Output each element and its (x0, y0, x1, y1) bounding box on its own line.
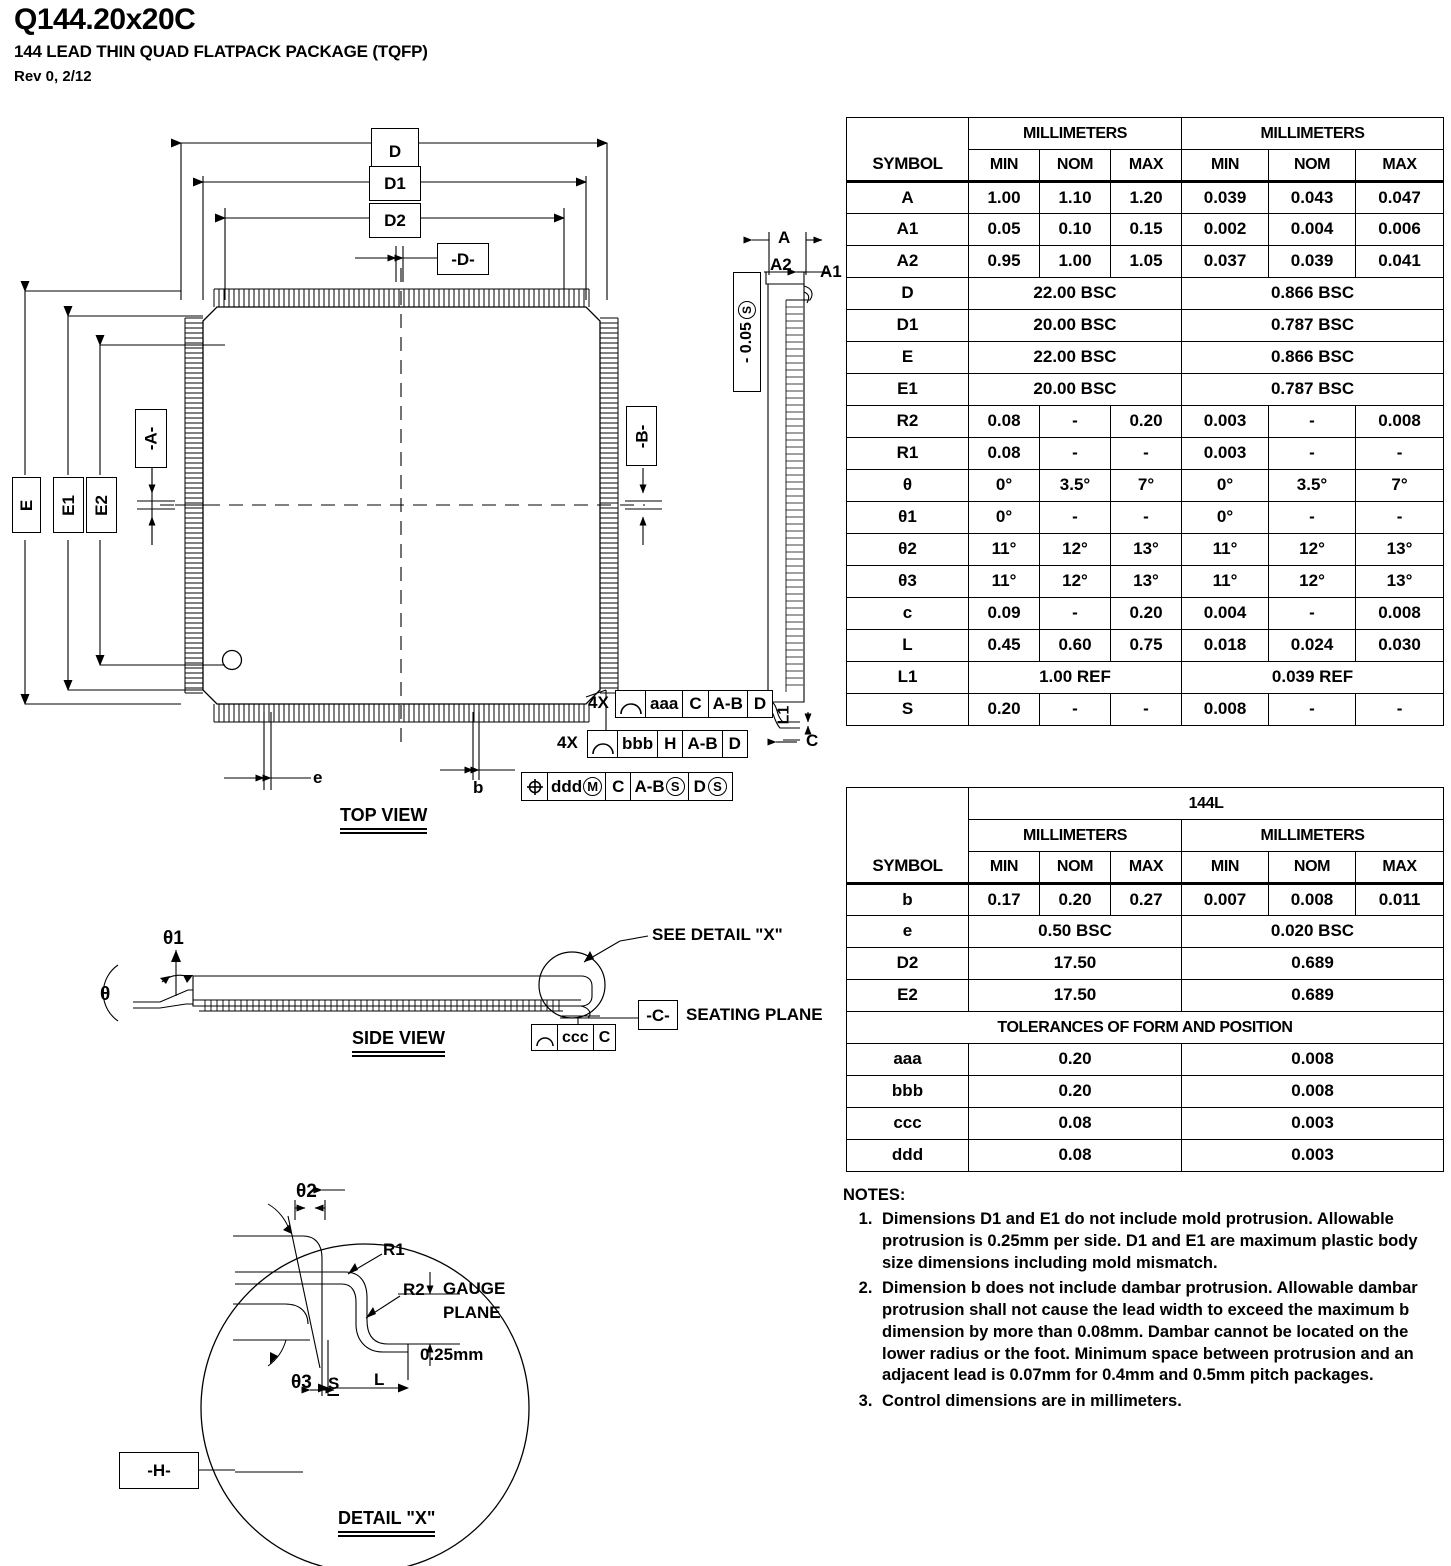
row-value-4: - (1269, 598, 1356, 630)
row-value-0: 0.05 (969, 214, 1040, 246)
row-value-3: 11° (1182, 534, 1269, 566)
row-value-3: 0.003 (1182, 406, 1269, 438)
dim-label-e1 (53, 477, 84, 533)
row-value-5: 0.008 (1356, 406, 1444, 438)
row-value-3: 0.002 (1182, 214, 1269, 246)
table-row (847, 470, 1444, 502)
fcf-aaa-multiplier: 4X (588, 693, 609, 712)
row-value-2: 0.20 (1111, 406, 1182, 438)
row-value-1: - (1040, 502, 1111, 534)
row-value-3: 0.008 (1182, 694, 1269, 726)
row-value-3: 11° (1182, 566, 1269, 598)
row-value-2: 13° (1111, 566, 1182, 598)
fcf-bbb-datum-0: H (658, 731, 683, 757)
fcf-ddd-datum-2-text: D (693, 776, 706, 796)
row-symbol: R2 (847, 406, 969, 438)
column-header-max-3: MAX (1111, 852, 1182, 884)
table-row (847, 374, 1444, 406)
fcf-ddd-datum-1-text: A-B (634, 776, 665, 796)
row-value-5: 0.041 (1356, 246, 1444, 278)
row-symbol: θ3 (847, 566, 969, 598)
row-value-5: 0.011 (1356, 884, 1444, 916)
fcf-aaa-datum-1: A-B (709, 691, 748, 717)
datum-label-c-sideview: -C- (638, 1000, 678, 1030)
row-value-1: 0.20 (1040, 884, 1111, 916)
column-header-nom-2: NOM (1040, 150, 1111, 182)
row-value-1: - (1040, 406, 1111, 438)
row-value-in: 0.003 (1182, 1108, 1444, 1140)
row-symbol: D2 (847, 948, 969, 980)
group-header-mm-2: MILLIMETERS (1182, 820, 1444, 852)
table-row (847, 1076, 1444, 1108)
dim-label-a: A (778, 228, 791, 247)
row-value-2: 1.05 (1111, 246, 1182, 278)
column-header-max-6: MAX (1356, 150, 1444, 182)
group-header-mm-1: MILLIMETERS (969, 118, 1182, 150)
lead-count-header: 144L (969, 788, 1444, 820)
fcf-aaa-datum-0: C (683, 691, 708, 717)
row-value-4: 12° (1269, 566, 1356, 598)
row-value-1: 1.00 (1040, 246, 1111, 278)
dim-label-a1: A1 (820, 262, 842, 281)
tolerance-header: TOLERANCES OF FORM AND POSITION (847, 1012, 1444, 1044)
top-view-title: TOP VIEW (340, 805, 427, 834)
angle-label-theta3: θ3 (291, 1372, 312, 1393)
row-value-0: 1.00 (969, 182, 1040, 214)
detail-callout-label: SEE DETAIL "X" (652, 925, 783, 944)
row-value-mm: 0.08 (969, 1140, 1182, 1172)
rfs-modifier-icon: S (738, 301, 756, 319)
row-symbol: θ2 (847, 534, 969, 566)
row-value-mm: 0.20 (969, 1044, 1182, 1076)
table-row (847, 342, 1444, 374)
row-value-5: 13° (1356, 566, 1444, 598)
row-value-3: 0° (1182, 502, 1269, 534)
row-value-0: 0.09 (969, 598, 1040, 630)
fcf-position-ddd (521, 772, 733, 801)
dim-label-e-text: E (17, 499, 36, 511)
row-value-5: 0.030 (1356, 630, 1444, 662)
group-header-mm-1: MILLIMETERS (969, 820, 1182, 852)
datum-label-b (626, 406, 657, 466)
row-symbol: e (847, 916, 969, 948)
row-value-1: - (1040, 694, 1111, 726)
group-header-mm-2: MILLIMETERS (1182, 118, 1444, 150)
table-row (847, 566, 1444, 598)
datum-label-b-text: -B- (631, 424, 651, 448)
row-value-3: 0.018 (1182, 630, 1269, 662)
row-value-in: 0.008 (1182, 1076, 1444, 1108)
row-value-5: - (1356, 438, 1444, 470)
table-header-row (847, 788, 1444, 820)
column-header-nom-5: NOM (1269, 852, 1356, 884)
angle-label-theta: θ (100, 984, 111, 1005)
row-symbol: L1 (847, 662, 969, 694)
row-value-5: 13° (1356, 534, 1444, 566)
row-value-5: 0.006 (1356, 214, 1444, 246)
row-symbol: D (847, 278, 969, 310)
column-header-min-4: MIN (1182, 150, 1269, 182)
row-value-3: 0.039 (1182, 182, 1269, 214)
table-row (847, 502, 1444, 534)
notes-heading: NOTES: (843, 1186, 906, 1204)
row-symbol: E1 (847, 374, 969, 406)
row-value-0: 0° (969, 502, 1040, 534)
side-view-title: SIDE VIEW (352, 1028, 445, 1057)
angle-label-theta1: θ1 (163, 928, 184, 949)
row-value-2: 7° (1111, 470, 1182, 502)
profile-of-surface-icon (616, 691, 646, 717)
table-group-header-row (847, 118, 1444, 150)
row-value-0: 0.08 (969, 406, 1040, 438)
table-row (847, 980, 1444, 1012)
notes-section (843, 1186, 1443, 1417)
row-symbol: A (847, 182, 969, 214)
row-value-4: 0.004 (1269, 214, 1356, 246)
radius-label-r2: R2 (403, 1280, 425, 1299)
row-value-4: - (1269, 502, 1356, 534)
page-title: Q144.20x20C (14, 3, 196, 36)
lead-dimension-table (846, 787, 1444, 1172)
column-header-min-1: MIN (969, 150, 1040, 182)
table-row (847, 534, 1444, 566)
row-value-in: 0.008 (1182, 1044, 1444, 1076)
row-value-1: 12° (1040, 566, 1111, 598)
row-value-4: 3.5° (1269, 470, 1356, 502)
row-symbol: ccc (847, 1108, 969, 1140)
row-value-2: 13° (1111, 534, 1182, 566)
table-row (847, 598, 1444, 630)
row-value-1: - (1040, 438, 1111, 470)
dim-label-e2 (86, 477, 117, 533)
row-value-mm: 20.00 BSC (969, 310, 1182, 342)
row-value-0: 0.20 (969, 694, 1040, 726)
column-header-max-6: MAX (1356, 852, 1444, 884)
row-value-1: 12° (1040, 534, 1111, 566)
tolerance-header-row (847, 1012, 1444, 1044)
row-symbol: θ (847, 470, 969, 502)
lead-width-label: b (473, 778, 484, 797)
datum-label-a (135, 409, 167, 468)
row-value-mm: 22.00 BSC (969, 342, 1182, 374)
mmc-modifier-text: M (587, 779, 599, 794)
row-symbol: R1 (847, 438, 969, 470)
row-symbol: L (847, 630, 969, 662)
dim-label-d2: D2 (369, 203, 421, 238)
row-value-0: 0.95 (969, 246, 1040, 278)
table-row (847, 278, 1444, 310)
row-value-2: - (1111, 438, 1182, 470)
row-value-in: 0.020 BSC (1182, 916, 1444, 948)
fcf-parallelism-end-view (733, 272, 761, 392)
table-row (847, 310, 1444, 342)
row-value-4: 12° (1269, 534, 1356, 566)
row-value-2: 0.27 (1111, 884, 1182, 916)
row-value-mm: 0.08 (969, 1108, 1182, 1140)
row-value-5: 0.008 (1356, 598, 1444, 630)
dim-label-l1 (775, 706, 794, 724)
fcf-profile-bbb (587, 730, 748, 758)
row-value-5: - (1356, 502, 1444, 534)
fcf-ddd-datum-0: C (606, 773, 631, 800)
detail-x-title: DETAIL "X" (338, 1508, 435, 1537)
page-subtitle: 144 LEAD THIN QUAD FLATPACK PACKAGE (TQFP) (14, 41, 428, 61)
fcf-ccc-datum: C (598, 1028, 611, 1046)
row-value-2: 0.20 (1111, 598, 1182, 630)
flatness-icon (532, 1025, 558, 1050)
table-row (847, 694, 1444, 726)
dim-label-s: S (328, 1375, 339, 1396)
row-value-in: 0.003 (1182, 1140, 1444, 1172)
row-value-4: 0.043 (1269, 182, 1356, 214)
row-value-2: - (1111, 502, 1182, 534)
gauge-plane-label-line1: GAUGE (443, 1279, 506, 1298)
row-value-4: - (1269, 694, 1356, 726)
row-symbol: c (847, 598, 969, 630)
revision-label: Rev 0, 2/12 (14, 67, 92, 85)
row-value-in: 0.689 (1182, 980, 1444, 1012)
radius-label-r1: R1 (383, 1240, 405, 1259)
fcf-flatness-ccc (531, 1024, 616, 1051)
row-symbol: S (847, 694, 969, 726)
row-value-3: 0.003 (1182, 438, 1269, 470)
dim-label-e (12, 477, 41, 533)
row-symbol: A1 (847, 214, 969, 246)
position-icon (522, 773, 548, 800)
rfs-modifier-icon (708, 777, 727, 796)
row-value-3: 0.007 (1182, 884, 1269, 916)
row-symbol: θ1 (847, 502, 969, 534)
fcf-ddd-tol-text: ddd (551, 776, 583, 796)
main-dimension-table (846, 117, 1444, 726)
table-row (847, 1140, 1444, 1172)
table-corner-blank: SYMBOL (847, 788, 969, 884)
fcf-aaa-datum-2: D (753, 694, 767, 713)
row-value-5: 7° (1356, 470, 1444, 502)
column-header-max-3: MAX (1111, 150, 1182, 182)
row-value-mm: 17.50 (969, 948, 1182, 980)
row-value-in: 0.039 REF (1182, 662, 1444, 694)
row-symbol: aaa (847, 1044, 969, 1076)
mmc-modifier-icon (583, 777, 602, 796)
dim-label-l1-text: L1 (775, 705, 793, 725)
row-symbol: D1 (847, 310, 969, 342)
fcf-bbb-multiplier: 4X (557, 733, 578, 752)
row-value-5: 0.047 (1356, 182, 1444, 214)
row-value-4: 0.008 (1269, 884, 1356, 916)
row-value-4: - (1269, 438, 1356, 470)
row-value-1: 0.60 (1040, 630, 1111, 662)
table-row (847, 182, 1444, 214)
row-value-0: 11° (969, 534, 1040, 566)
column-header-nom-5: NOM (1269, 150, 1356, 182)
dim-label-l-detail: L (374, 1370, 385, 1389)
row-value-1: 0.10 (1040, 214, 1111, 246)
table-row (847, 214, 1444, 246)
gauge-plane-label-line2: PLANE (443, 1303, 501, 1322)
row-value-4: - (1269, 406, 1356, 438)
datum-label-a-text: -A- (141, 426, 161, 451)
table-row (847, 662, 1444, 694)
row-value-mm: 17.50 (969, 980, 1182, 1012)
row-value-3: 0.004 (1182, 598, 1269, 630)
dim-label-d: D (371, 128, 419, 175)
row-symbol: E (847, 342, 969, 374)
datum-label-h: -H- (119, 1452, 199, 1489)
table-row (847, 916, 1444, 948)
row-symbol: A2 (847, 246, 969, 278)
row-value-0: 11° (969, 566, 1040, 598)
row-value-1: - (1040, 598, 1111, 630)
column-header-nom-2: NOM (1040, 852, 1111, 884)
row-value-in: 0.866 BSC (1182, 342, 1444, 374)
fcf-ccc-tol: ccc (558, 1025, 594, 1050)
row-value-3: 0° (1182, 470, 1269, 502)
pitch-label: e (313, 768, 323, 787)
table-row (847, 406, 1444, 438)
profile-of-surface-icon (588, 731, 618, 757)
column-header-symbol: SYMBOL (847, 118, 969, 182)
fcf-ddd-datum-1 (631, 773, 688, 800)
dim-label-e1-text: E1 (58, 494, 78, 516)
row-value-1: 1.10 (1040, 182, 1111, 214)
rfs-modifier-icon (666, 777, 685, 796)
row-value-mm: 20.00 BSC (969, 374, 1182, 406)
fcf-bbb-tol: bbb (618, 731, 658, 757)
row-value-4: 0.024 (1269, 630, 1356, 662)
table-row (847, 884, 1444, 916)
row-value-in: 0.866 BSC (1182, 278, 1444, 310)
fcf-ddd-tol (548, 773, 606, 800)
row-symbol: E2 (847, 980, 969, 1012)
table-row (847, 1108, 1444, 1140)
row-value-0: 0° (969, 470, 1040, 502)
row-value-in: 0.787 BSC (1182, 374, 1444, 406)
angle-label-theta2: θ2 (296, 1181, 317, 1202)
table-row (847, 1044, 1444, 1076)
row-value-in: 0.689 (1182, 948, 1444, 980)
note-item-3: 3. Control dimensions are in millimeters. (877, 1391, 1443, 1413)
row-value-5: - (1356, 694, 1444, 726)
row-value-in: 0.787 BSC (1182, 310, 1444, 342)
row-symbol: ddd (847, 1140, 969, 1172)
row-value-mm: 0.50 BSC (969, 916, 1182, 948)
datum-label-c-endview: C (806, 731, 819, 750)
note-item-2: 2. Dimension b does not include dambar protrusion. Allowable dambar protrusion shall not cause the lead width to exceed the maximum b dimension by more than 0.08mm. Dambar cannot be located on the lower radius or the foot. Minimum space between protrusion and an adjacent lead is 0.07mm for 0.4mm and 0.5mm pitch packages. (877, 1278, 1443, 1387)
row-value-mm: 0.20 (969, 1076, 1182, 1108)
row-value-mm: 1.00 REF (969, 662, 1182, 694)
row-value-0: 0.08 (969, 438, 1040, 470)
row-value-2: 0.75 (1111, 630, 1182, 662)
table-row (847, 630, 1444, 662)
dim-label-a2: A2 (770, 255, 792, 274)
row-value-4: 0.039 (1269, 246, 1356, 278)
datum-label-d: -D- (437, 243, 489, 275)
fcf-aaa-tol: aaa (646, 691, 683, 717)
row-value-mm: 22.00 BSC (969, 278, 1182, 310)
table-row (847, 948, 1444, 980)
row-value-0: 0.45 (969, 630, 1040, 662)
table-row (847, 246, 1444, 278)
dim-label-d1: D1 (369, 166, 421, 201)
table-row (847, 438, 1444, 470)
fcf-bbb-datum-2: D (728, 734, 741, 753)
fcf-parallel-tol: - 0.05 (738, 322, 756, 363)
row-value-2: 1.20 (1111, 182, 1182, 214)
column-header-min-4: MIN (1182, 852, 1269, 884)
seating-plane-label: SEATING PLANE (686, 1005, 823, 1024)
row-symbol: b (847, 884, 969, 916)
row-value-0: 0.17 (969, 884, 1040, 916)
note-item-1: 1. Dimensions D1 and E1 do not include mold protrusion. Allowable protrusion is 0.25mm per side. D1 and E1 are maximum plastic body size dimensions including mold mismatch. (877, 1209, 1443, 1274)
fcf-ddd-datum-2 (689, 773, 732, 800)
gauge-offset-label: 0.25mm (420, 1345, 484, 1364)
notes-list (843, 1209, 1443, 1413)
row-value-2: 0.15 (1111, 214, 1182, 246)
rfs-modifier-text-1: S (670, 779, 680, 794)
row-value-1: 3.5° (1040, 470, 1111, 502)
column-header-min-1: MIN (969, 852, 1040, 884)
fcf-profile-aaa (615, 690, 773, 718)
dim-label-e2-text: E2 (91, 494, 111, 516)
row-symbol: bbb (847, 1076, 969, 1108)
row-value-3: 0.037 (1182, 246, 1269, 278)
fcf-bbb-datum-1: A-B (683, 731, 722, 757)
row-value-2: - (1111, 694, 1182, 726)
rfs-modifier-text-2: S (713, 779, 722, 794)
